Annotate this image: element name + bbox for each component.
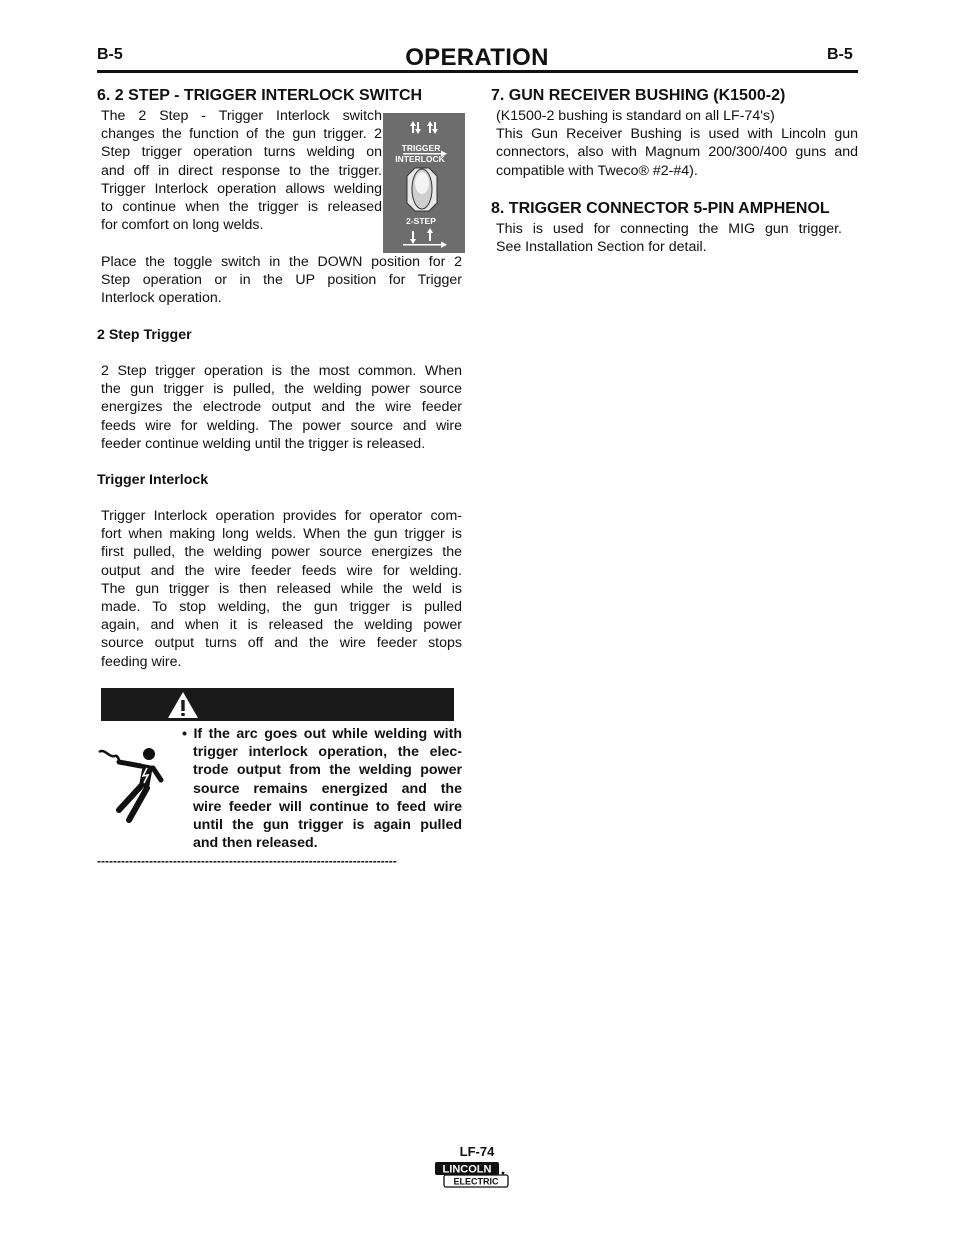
text-line: changes the function of the gun trigger. 2 (101, 126, 382, 143)
text-line: The 2 Step - Trigger Interlock switch (101, 108, 382, 124)
section-7-title: 7. GUN RECEIVER BUSHING (K1500-2) (491, 87, 786, 104)
warning-line: and then released. (193, 835, 318, 852)
footer-model: LF-74 (459, 1144, 495, 1159)
electric-shock-icon (97, 744, 185, 826)
text-line: feeder continue welding until the trigger is released. (101, 435, 426, 452)
warning-line: until the gun trigger is again pulled (193, 817, 462, 834)
text-line: energizes the electrode output and the wire feeder (101, 399, 462, 416)
text-line: for comfort on long welds. (101, 217, 264, 234)
text-line: first pulled, the welding power source energizes the (101, 544, 462, 561)
text-line: Place the toggle switch in the DOWN position for 2 (101, 254, 462, 270)
section-8-title: 8. TRIGGER CONNECTOR 5-PIN AMPHENOL (491, 200, 830, 217)
page-number-left: B-5 (97, 46, 123, 63)
warning-line: • If the arc goes out while welding with (182, 726, 462, 742)
text-line: This Gun Receiver Bushing is used with Lincoln gun (496, 126, 858, 143)
two-step-heading: 2 Step Trigger (97, 327, 192, 343)
text-line: Trigger Interlock operation provides for operator com- (101, 508, 462, 524)
text-line: fort when making long welds. When the gun trigger is (101, 526, 462, 543)
text-line: again, and when it is released the welding power (101, 617, 462, 634)
header-rule (97, 70, 858, 73)
lincoln-electric-logo (434, 1161, 510, 1189)
text-line: Step trigger operation turns welding on (101, 144, 382, 161)
text-line: This is used for connecting the MIG gun trigger. (496, 221, 842, 237)
switch-label-bottom: 2-STEP (406, 216, 436, 226)
section-8-paragraph (496, 220, 842, 256)
warning-line: source remains energized and the (193, 780, 462, 797)
dashed-separator: --------------------------------------------------------------------------- (97, 854, 397, 868)
text-line: source output turns off and the wire feeder stops (101, 635, 462, 652)
text-line: feeding wire. (101, 653, 182, 670)
logo-top-text: LINCOLN (442, 1163, 492, 1176)
text-line: The gun trigger is then released while the weld is (101, 580, 462, 597)
logo-bottom-text: ELECTRIC (453, 1176, 499, 1187)
text-line: 2 Step trigger operation is the most common. When (101, 363, 462, 379)
warning-line: trigger interlock operation, the elec- (193, 744, 462, 761)
text-line: Interlock operation. (101, 290, 222, 307)
text-line: See Installation Section for detail. (496, 239, 707, 256)
interlock-paragraph (101, 507, 462, 671)
text-line: to continue when the trigger is released (101, 199, 382, 216)
switch-label-top-2: INTERLOCK (395, 154, 445, 164)
page-number-right: B-5 (827, 46, 853, 63)
text-line: Trigger Interlock operation allows welding (101, 180, 382, 197)
text-line: and off in direct response to the trigger. (101, 162, 382, 179)
text-line: feeds wire for welding. The power source and wire (101, 417, 462, 434)
section-7-paragraph (496, 107, 858, 180)
warning-bar (101, 688, 454, 721)
toggle-switch-diagram (383, 113, 465, 253)
text-line: Step operation or in the UP position for Trigger (101, 272, 462, 289)
warning-triangle-icon (167, 691, 199, 719)
text-line: connectors, also with Magnum 200/300/400 guns and (496, 144, 858, 161)
section-6-paragraph-2 (101, 253, 462, 308)
interlock-heading: Trigger Interlock (97, 472, 209, 488)
text-line: output and the wire feeder feeds wire for welding. (101, 562, 462, 579)
page-title: OPERATION (405, 44, 549, 71)
switch-label-top: TRIGGER (401, 143, 441, 153)
section-6-paragraph-1 (101, 107, 382, 234)
text-line: (K1500-2 bushing is standard on all LF-74's) (496, 108, 775, 124)
warning-line: wire feeder will continue to feed wire (193, 798, 462, 815)
two-step-paragraph (101, 362, 462, 453)
text-line: compatible with Tweco® #2-#4). (496, 162, 698, 179)
warning-line: trode output from the welding power (193, 762, 462, 779)
text-line: made. To stop welding, the gun trigger is pulled (101, 599, 462, 616)
warning-text (182, 725, 462, 852)
toggle-switch-graphic (383, 113, 465, 253)
text-line: the gun trigger is pulled, the welding power source (101, 381, 462, 398)
section-6-title: 6. 2 STEP - TRIGGER INTERLOCK SWITCH (97, 87, 423, 104)
